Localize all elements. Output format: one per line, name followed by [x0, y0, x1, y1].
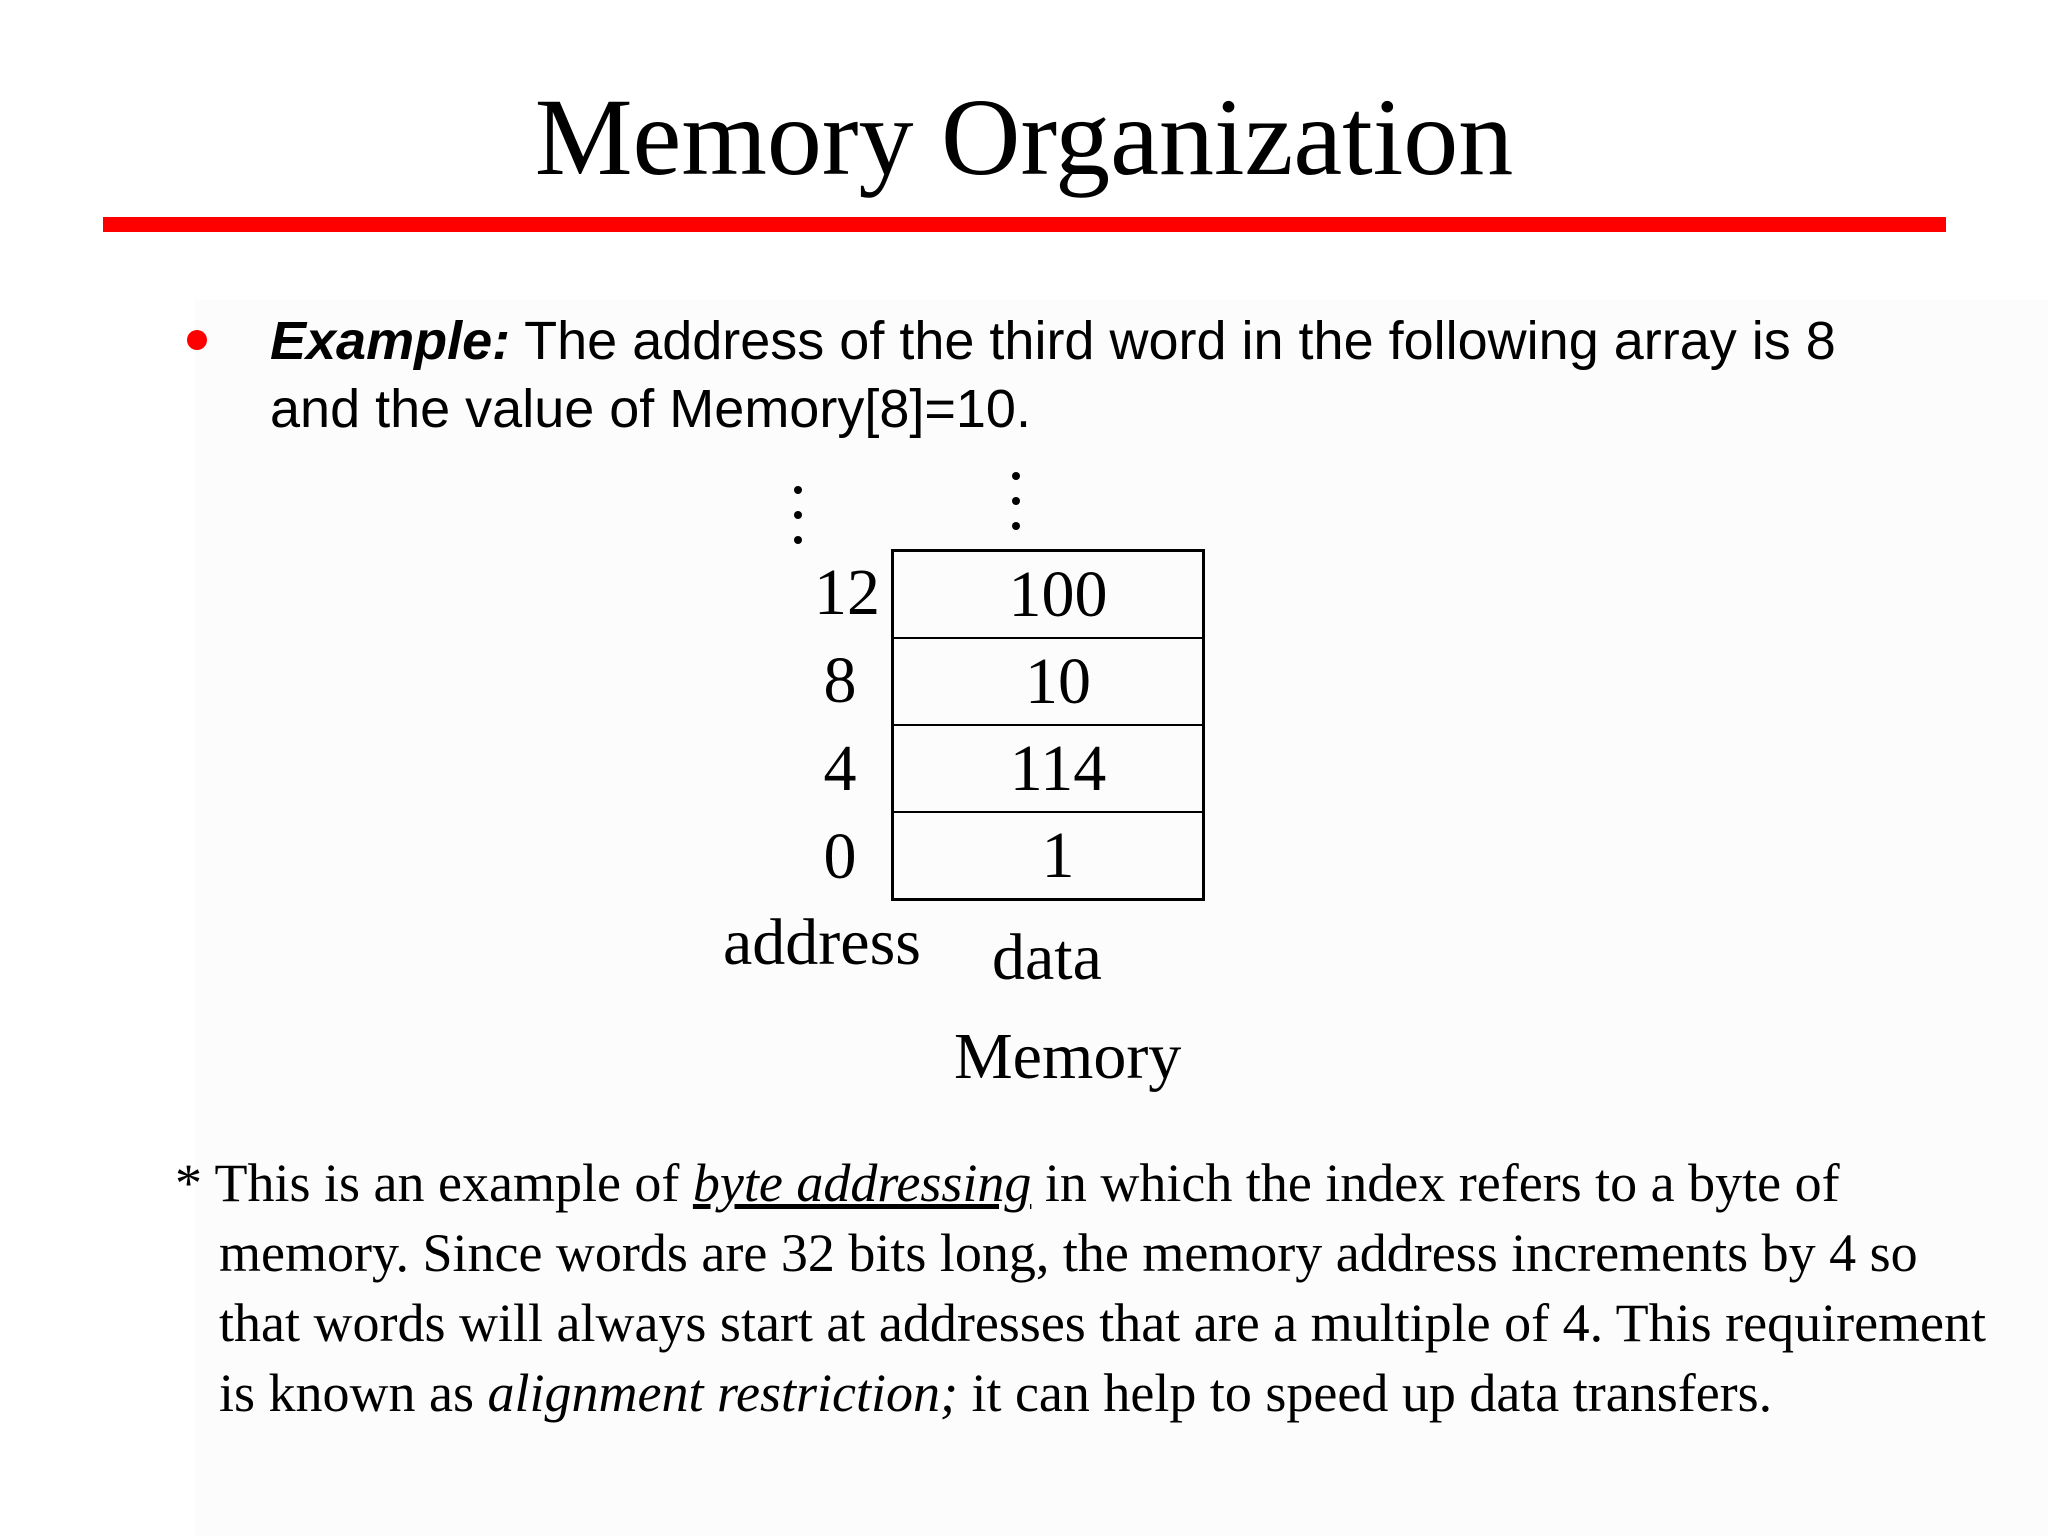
memory-caption: Memory — [954, 1020, 1182, 1093]
slide-title: Memory Organization — [534, 76, 1514, 198]
bullet-icon — [187, 330, 207, 350]
address-label: 8 — [823, 644, 857, 717]
footnote — [175, 1148, 1995, 1428]
memory-cell: 10 — [894, 637, 1202, 724]
data-ellipsis-icon — [1010, 472, 1022, 530]
example-label: Example: — [270, 311, 511, 371]
footnote-prefix: * This is an example of — [175, 1153, 693, 1213]
address-column — [800, 549, 880, 901]
example-bullet — [270, 307, 1920, 443]
example-text: The address of the third word in the following array is 8 and the value of Memory[8]=10. — [270, 311, 1836, 439]
address-label: 0 — [823, 820, 857, 893]
alignment-restriction-term: alignment restriction; — [487, 1363, 958, 1423]
address-caption: address — [723, 906, 921, 979]
memory-cell: 1 — [894, 811, 1202, 898]
byte-addressing-term: byte addressing — [692, 1153, 1032, 1213]
memory-cell: 100 — [1008, 557, 1108, 631]
memory-cell: 114 — [894, 724, 1202, 811]
address-label: 12 — [814, 556, 880, 629]
footnote-suffix: it can help to speed up data transfers. — [957, 1363, 1773, 1423]
data-caption: data — [992, 921, 1102, 994]
title-underline-rule — [103, 217, 1946, 232]
memory-table — [891, 549, 1205, 901]
address-ellipsis-icon — [792, 486, 804, 544]
address-label: 4 — [823, 732, 857, 805]
footnote-middle: in which the index refers to a byte of memory. Since words are 32 bits long, the memory address increments by 4 so that words will always start at addresses that are a multiple of 4. This requirement is known as — [219, 1153, 1987, 1423]
